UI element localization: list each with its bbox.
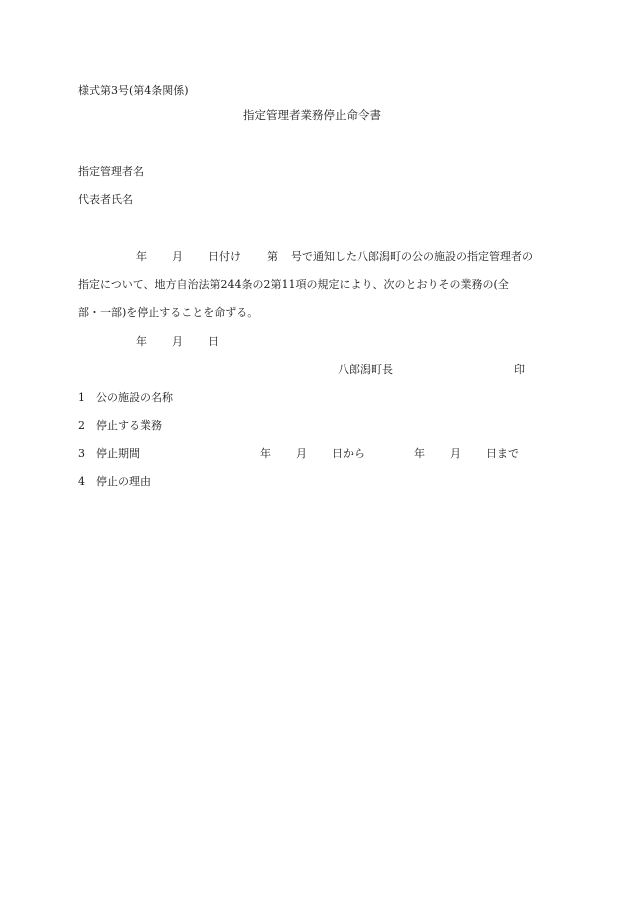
- facility-name-label: 公の施設の名称: [96, 391, 173, 404]
- item-number: 4: [78, 475, 85, 488]
- seal-mark: 印: [514, 363, 525, 376]
- item-number: 2: [78, 419, 85, 432]
- issue-day-label: 日: [208, 335, 219, 348]
- notice-number-prefix: 第: [267, 250, 278, 263]
- item-number: 3: [78, 447, 85, 460]
- suspension-period-label: 停止期間: [96, 447, 140, 460]
- notice-year-label: 年: [136, 250, 147, 263]
- issue-year-label: 年: [136, 335, 147, 348]
- notice-month-label: 月: [172, 250, 183, 263]
- suspension-reason-label: 停止の理由: [96, 475, 151, 488]
- period-to-day: 日まで: [486, 447, 519, 460]
- manager-name-label: 指定管理者名: [78, 165, 144, 178]
- period-from-year: 年: [260, 447, 271, 460]
- issue-month-label: 月: [172, 335, 183, 348]
- period-from-month: 月: [296, 447, 307, 460]
- body-line-3: 部・一部)を停止することを命ずる。: [78, 306, 259, 319]
- suspended-work-label: 停止する業務: [96, 419, 162, 432]
- issuer-name: 八郎潟町長: [338, 363, 393, 376]
- document-title: 指定管理者業務停止命令書: [243, 108, 381, 122]
- notice-dated-label: 日付け: [208, 250, 241, 263]
- form-number: 様式第3号(第4条関係): [78, 84, 189, 97]
- body-line-2: 指定について、地方自治法第244条の2第11項の規定により、次のとおりその業務の(全: [78, 278, 509, 291]
- period-from-day: 日から: [332, 447, 365, 460]
- period-to-year: 年: [414, 447, 425, 460]
- body-line-1-text: 号で通知した八郎潟町の公の施設の指定管理者の: [291, 250, 533, 263]
- representative-name-label: 代表者氏名: [78, 193, 133, 206]
- period-to-month: 月: [450, 447, 461, 460]
- item-number: 1: [78, 391, 85, 404]
